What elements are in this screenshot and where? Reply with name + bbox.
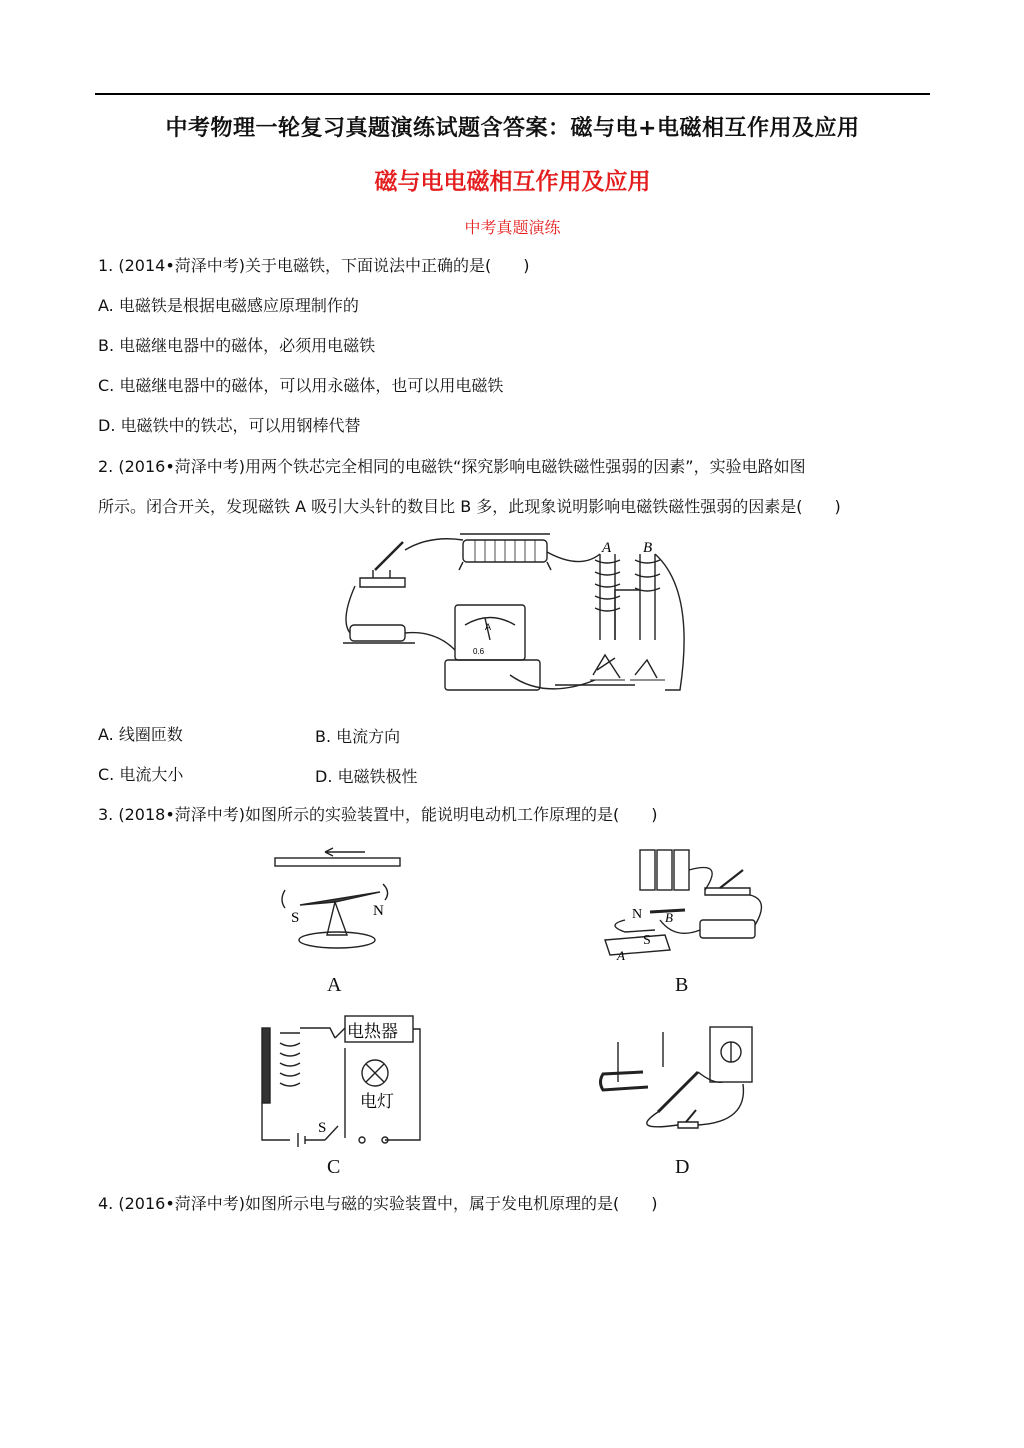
pole-s-label: S [291,910,300,926]
knife-switch-icon [360,578,405,587]
relay-icon [262,1028,270,1103]
question-2-option-a: A. 线圈匝数 [98,725,183,744]
question-3-stem: 3. (2018•菏泽中考)如图所示的实验装置中，能说明电动机工作原理的是( ) [98,805,658,824]
magnet-base-icon [605,935,670,955]
ammeter-unit: A [485,622,492,632]
lamp-label: 电灯 [360,1092,394,1112]
question-2-option-c: C. 电流大小 [98,765,184,784]
bar-b-label: B [665,910,673,925]
question-1-stem: 1. (2014•菏泽中考)关于电磁铁，下面说法中正确的是( ) [98,256,530,275]
figure-c-relay-circuit [250,1008,425,1150]
question-2-option-b: B. 电流方向 [315,727,401,746]
question-2-option-d: D. 电磁铁极性 [315,767,418,786]
document-title: 中考物理一轮复习真题演练试题含答案：磁与电+电磁相互作用及应用 [165,116,860,141]
electromagnet-circuit-figure [335,530,695,705]
current-arrow-icon [325,848,365,856]
fig-label-b: B [643,540,653,556]
section-heading: 中考真题演练 [464,218,561,237]
electromagnet-b-icon [640,554,655,640]
question-1-option-c: C. 电磁继电器中的磁体，可以用永磁体，也可以用电磁铁 [98,376,504,395]
switch-icon [678,1122,698,1128]
figure-c-caption: C [327,1156,341,1178]
question-2-stem-line2: 所示。闭合开关，发现磁铁 A 吸引大头针的数目比 B 多，此现象说明影响电磁铁磁性强弱的因素是( ) [98,497,841,516]
magnet-s-label: S [643,933,651,948]
compass-needle-icon [300,892,380,905]
figure-b-caption: B [675,974,689,996]
battery-cell-icon [640,850,655,890]
figure-b-motor-setup [595,840,785,965]
chapter-title: 磁与电电磁相互作用及应用 [374,169,651,195]
terminal-icon [359,1137,365,1143]
rotation-arrow-icon [282,890,285,908]
figure-a-compass [265,840,405,965]
horseshoe-magnet-icon [601,1072,649,1090]
magnet-n-label: N [632,907,643,922]
electromagnet-a-icon [600,554,615,640]
question-1-option-d: D. 电磁铁中的铁芯，可以用钢棒代替 [98,416,361,435]
figure-d-caption: D [675,1156,690,1178]
fig-label-a: A [602,540,612,556]
bar-a-label: A [617,948,625,963]
question-1-option-a: A. 电磁铁是根据电磁感应原理制作的 [98,296,359,315]
figure-d-generator-setup [598,1012,770,1142]
ammeter-icon [455,605,525,660]
pole-n-label: N [373,903,384,919]
figure-a-caption: A [327,974,342,996]
question-1-option-b: B. 电磁继电器中的磁体，必须用电磁铁 [98,336,376,355]
wire-bar-icon [275,858,400,866]
rheostat-icon [700,920,755,938]
question-2-stem-line1: 2. (2016•菏泽中考)用两个铁芯完全相同的电磁铁“探究影响电磁铁磁性强弱的因素”，实验电路如图 [98,457,806,476]
battery-icon [350,625,405,641]
question-4-stem: 4. (2016•菏泽中考)如图所示电与磁的实验装置中，属于发电机原理的是( ) [98,1194,658,1213]
heater-label: 电热器 [347,1022,398,1042]
switch-s-label: S [318,1120,327,1136]
header-rule [95,93,930,95]
switch-icon [705,888,750,895]
ammeter-terminal-label: 0.6 [473,647,485,656]
